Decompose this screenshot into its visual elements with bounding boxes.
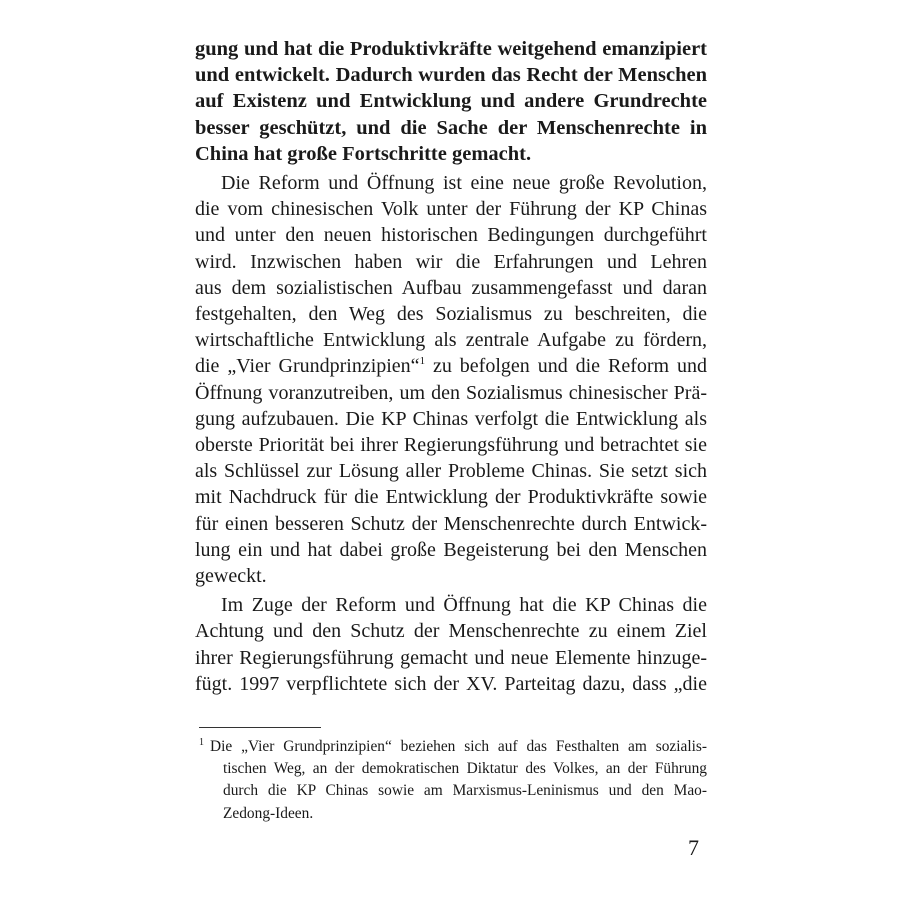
text-line: und entwickelt. Dadurch wurden das Recht der Menschen <box>195 64 707 87</box>
paragraph-human-rights <box>195 592 707 697</box>
text-line: für einen besseren Schutz der Menschenrechte durch Entwick- <box>195 512 707 535</box>
text-line-with-footnote <box>195 353 707 379</box>
text-line: China hat große Fortschritte gemacht. <box>195 142 532 165</box>
text-line: mit Nachdruck für die Entwicklung der Produktivkräfte sowie <box>195 486 707 509</box>
footnote-divider <box>199 727 321 728</box>
footnote-line <box>199 736 707 758</box>
text-line: oberste Priorität bei ihrer Regierungsführung und betrachtet sie <box>195 434 707 457</box>
footnote-line: durch die KP Chinas sowie am Marxismus-Leninismus und den Mao- <box>223 782 707 800</box>
footnote-marker: 1 <box>199 737 204 748</box>
text-line: aus dem sozialistischen Aufbau zusammengefasst und daran <box>195 276 707 299</box>
text-line: als Schlüssel zur Lösung aller Probleme Chinas. Sie setzt sich <box>195 460 707 483</box>
text-line: Achtung und den Schutz der Menschenrechte zu einem Ziel <box>195 620 707 643</box>
text-segment: die „Vier Grundprinzipien“ <box>195 355 420 378</box>
footnote-line: tischen Weg, an der demokratischen Diktatur des Volkes, an der Führung <box>223 760 707 778</box>
page-number: 7 <box>688 835 699 860</box>
text-line: die vom chinesischen Volk unter der Führung der KP Chinas <box>195 198 707 221</box>
text-line: gung aufzubauen. Die KP Chinas verfolgt die Entwicklung als <box>195 407 707 430</box>
footnote <box>199 736 707 825</box>
text-line: lung ein und hat dabei große Begeisterung bei den Menschen <box>195 538 707 561</box>
text-line: wirtschaftliche Entwicklung als zentrale Aufgabe zu fördern, <box>195 329 707 352</box>
text-line: besser geschützt, und die Sache der Menschenrechte in <box>195 116 707 139</box>
text-line: Im Zuge der Reform und Öffnung hat die KP Chinas die <box>221 594 707 617</box>
text-line: und unter den neuen historischen Bedingungen durchgeführt <box>195 224 707 247</box>
footnote-line: Zedong-Ideen. <box>223 804 314 822</box>
text-line: Die Reform und Öffnung ist eine neue große Revolution, <box>221 172 707 195</box>
paragraph-reform <box>195 170 707 589</box>
text-line: geweckt. <box>195 565 267 588</box>
text-line: fügt. 1997 verpflichtete sich der XV. Parteitag dazu, dass „die <box>195 672 707 695</box>
text-segment: zu befolgen und die Reform und <box>433 355 708 378</box>
text-segment: Die „Vier Grundprinzipien“ beziehen sich auf das Festhalten am sozialis- <box>210 738 707 755</box>
text-line: auf Existenz und Entwicklung und andere Grundrechte <box>195 90 707 113</box>
text-line: wird. Inzwischen haben wir die Erfahrungen und Lehren <box>195 250 707 273</box>
page-body <box>195 36 707 697</box>
text-line: festgehalten, den Weg des Sozialismus zu beschreiten, die <box>195 303 707 326</box>
bold-paragraph <box>195 36 707 167</box>
text-line: Öffnung voranzutreiben, um den Sozialismus chinesischer Prä- <box>195 381 707 404</box>
footnote-reference: 1 <box>419 355 426 368</box>
text-line: ihrer Regierungsführung gemacht und neue Elemente hinzuge- <box>195 646 707 669</box>
text-line: gung und hat die Produktivkräfte weitgehend emanzipiert <box>195 38 707 60</box>
